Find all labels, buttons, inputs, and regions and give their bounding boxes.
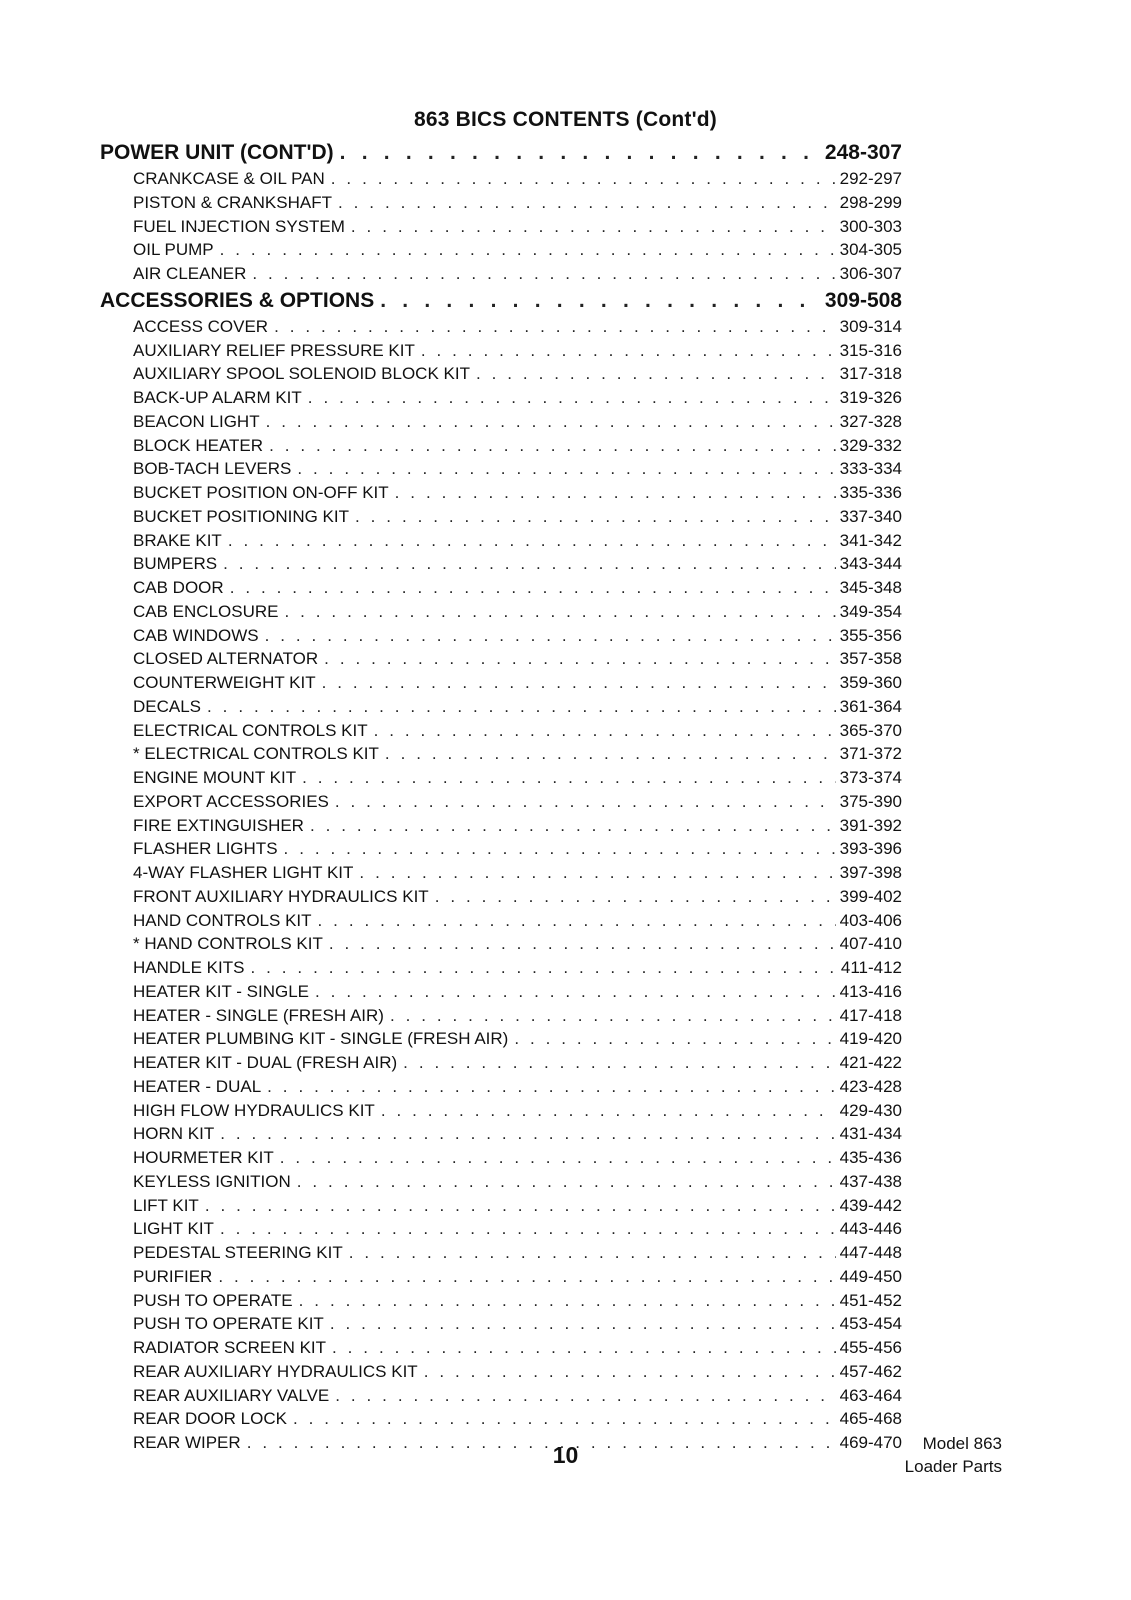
toc-entry xyxy=(100,169,902,193)
toc-entry-label: REAR AUXILIARY HYDRAULICS KIT xyxy=(133,1361,418,1381)
toc-entry xyxy=(100,217,902,241)
footer xyxy=(905,1432,1002,1478)
dot-leader xyxy=(205,1196,836,1216)
dot-leader xyxy=(335,1386,835,1406)
toc-entry xyxy=(100,697,902,721)
toc-entry-pages: 453-454 xyxy=(839,1314,902,1334)
toc-entry-label: AIR CLEANER xyxy=(133,264,247,283)
dot-leader xyxy=(297,1172,836,1192)
toc-entry-pages: 457-462 xyxy=(839,1361,902,1381)
toc-entry-pages: 423-428 xyxy=(839,1076,902,1096)
toc-entry xyxy=(100,1053,902,1077)
toc-entry-pages: 371-372 xyxy=(839,744,902,764)
dot-leader xyxy=(267,1077,835,1097)
toc-entry-label: BUCKET POSITIONING KIT xyxy=(133,506,349,526)
dot-leader xyxy=(329,934,836,954)
toc-entry-label: FRONT AUXILIARY HYDRAULICS KIT xyxy=(133,886,429,906)
dot-leader xyxy=(374,721,836,741)
dot-leader xyxy=(435,887,836,907)
dot-leader xyxy=(310,816,836,836)
toc-entry xyxy=(100,554,902,578)
section-heading-label: ACCESSORIES & OPTIONS xyxy=(100,288,375,312)
toc-entry xyxy=(100,193,902,217)
dot-leader xyxy=(403,1053,835,1073)
toc-entry-label: ENGINE MOUNT KIT xyxy=(133,768,297,787)
toc-entry-pages: 365-370 xyxy=(839,720,902,740)
toc-entry-pages: 361-364 xyxy=(839,696,902,716)
toc-entry xyxy=(100,364,902,388)
toc-entry-label: BACK-UP ALARM KIT xyxy=(133,388,302,407)
toc-entry-label: FLASHER LIGHTS xyxy=(133,839,278,859)
toc-entry-label: CAB ENCLOSURE xyxy=(133,601,279,621)
toc-entry-pages: 335-336 xyxy=(839,483,902,502)
toc-entry-pages: 465-468 xyxy=(839,1409,902,1429)
toc-entry xyxy=(100,958,902,982)
toc-entry-pages: 421-422 xyxy=(839,1053,902,1072)
toc-entry-pages: 399-402 xyxy=(839,886,902,906)
toc-entry xyxy=(100,531,902,555)
toc-entry-label: HAND CONTROLS KIT xyxy=(133,910,312,930)
toc-entry xyxy=(100,1006,902,1030)
toc-entry-pages: 417-418 xyxy=(839,1005,902,1025)
toc-entry-label: 4-WAY FLASHER LIGHT KIT xyxy=(133,863,354,882)
toc-entry xyxy=(100,436,902,460)
toc-entry-label: EXPORT ACCESSORIES xyxy=(133,791,329,811)
section-heading-pages: 309-508 xyxy=(824,288,902,312)
toc-entry-label: BEACON LIGHT xyxy=(133,411,260,431)
toc-entry-label: HEATER - DUAL xyxy=(133,1076,262,1096)
footer-model: Model 863 xyxy=(922,1434,1002,1453)
section-heading-pages: 248-307 xyxy=(824,141,902,164)
dot-leader xyxy=(380,289,821,313)
dot-leader xyxy=(284,839,836,859)
toc-entry-label: AUXILIARY RELIEF PRESSURE KIT xyxy=(133,340,415,360)
toc-entry-label: HANDLE KITS xyxy=(133,958,245,977)
toc-entry-pages: 329-332 xyxy=(839,435,902,455)
toc-entry xyxy=(100,1409,902,1433)
dot-leader xyxy=(297,459,835,479)
toc-entry-pages: 429-430 xyxy=(839,1100,902,1120)
toc-entry-label: PEDESTAL STEERING KIT xyxy=(133,1243,343,1262)
toc-entry-pages: 375-390 xyxy=(839,791,902,811)
toc-entry-label: PUSH TO OPERATE KIT xyxy=(133,1314,324,1334)
page-title: 863 BICS CONTENTS (Cont'd) xyxy=(413,108,718,131)
dot-leader xyxy=(359,863,835,883)
toc-entry-label: HIGH FLOW HYDRAULICS KIT xyxy=(133,1100,375,1120)
toc-entry-label: ACCESS COVER xyxy=(133,316,269,336)
toc-entry-pages: 327-328 xyxy=(839,411,902,431)
dot-leader xyxy=(330,1314,836,1334)
toc-entry xyxy=(100,839,902,863)
toc-entry xyxy=(100,626,902,650)
toc-entry-label: CAB WINDOWS xyxy=(133,625,259,645)
toc-entry-label: BUMPERS xyxy=(133,554,218,574)
toc-entry-pages: 451-452 xyxy=(839,1290,902,1310)
dot-leader xyxy=(230,578,836,598)
toc-entry-label: CLOSED ALTERNATOR xyxy=(133,649,319,669)
toc-entry-pages: 413-416 xyxy=(839,981,902,1001)
toc-entry xyxy=(100,887,902,911)
toc-entry-label: HORN KIT xyxy=(133,1124,215,1144)
toc-entry xyxy=(100,1172,902,1196)
dot-leader xyxy=(332,1338,836,1358)
toc-entry-pages: 337-340 xyxy=(839,506,902,526)
dot-leader xyxy=(252,264,835,284)
toc-entry xyxy=(100,1196,902,1220)
toc-entry xyxy=(100,1291,902,1315)
toc-entry xyxy=(100,602,902,626)
toc-entry xyxy=(100,507,902,531)
toc-entry-label: ELECTRICAL CONTROLS KIT xyxy=(133,720,368,740)
toc-entry-pages: 449-450 xyxy=(839,1266,902,1286)
toc-entry xyxy=(100,412,902,436)
toc-entry-pages: 463-464 xyxy=(839,1385,902,1405)
dot-leader xyxy=(421,341,836,361)
dot-leader xyxy=(266,412,836,432)
toc-entry-pages: 469-470 xyxy=(839,1433,902,1452)
dot-leader xyxy=(220,240,836,260)
dot-leader xyxy=(514,1029,835,1049)
dot-leader xyxy=(315,982,836,1002)
toc-entry xyxy=(100,768,902,792)
toc-entry xyxy=(100,744,902,768)
toc-entry-pages: 397-398 xyxy=(839,863,902,882)
section-heading xyxy=(100,289,902,317)
toc-entry xyxy=(100,982,902,1006)
toc-entry-label: REAR DOOR LOCK xyxy=(133,1409,287,1429)
toc-entry xyxy=(100,673,902,697)
toc-entry xyxy=(100,341,902,365)
toc-entry xyxy=(100,1148,902,1172)
toc-entry-label: BUCKET POSITION ON-OFF KIT xyxy=(133,483,389,502)
toc-entry-label: OIL PUMP xyxy=(133,240,214,260)
dot-leader xyxy=(424,1362,836,1382)
toc-entry-pages: 443-446 xyxy=(839,1219,902,1239)
dot-leader xyxy=(293,1409,836,1429)
toc-entry-pages: 292-297 xyxy=(839,169,902,188)
toc-entry-label: FUEL INJECTION SYSTEM xyxy=(133,216,345,236)
page-number: 10 xyxy=(552,1442,579,1468)
toc-entry-pages: 447-448 xyxy=(839,1243,902,1262)
toc-entry-label: BOB-TACH LEVERS xyxy=(133,459,292,479)
dot-leader xyxy=(349,1243,836,1263)
dot-leader xyxy=(385,744,836,764)
toc-entry-label: FIRE EXTINGUISHER xyxy=(133,815,304,835)
toc-entry-pages: 304-305 xyxy=(839,240,902,260)
dot-leader xyxy=(308,388,836,408)
dot-leader xyxy=(269,436,836,456)
dot-leader xyxy=(218,1267,835,1287)
toc-entry-pages: 359-360 xyxy=(839,673,902,692)
toc-entry-pages: 315-316 xyxy=(839,340,902,360)
dot-leader xyxy=(338,193,836,213)
toc-entry-label: LIGHT KIT xyxy=(133,1219,214,1239)
toc-entry xyxy=(100,483,902,507)
toc-entry xyxy=(100,1077,902,1101)
toc-entry-pages: 357-358 xyxy=(839,649,902,669)
toc-entry-pages: 439-442 xyxy=(839,1195,902,1215)
toc-entry-label: * ELECTRICAL CONTROLS KIT xyxy=(133,744,379,764)
toc-entry-pages: 300-303 xyxy=(839,216,902,236)
dot-leader xyxy=(220,1124,835,1144)
toc-entry-label: PURIFIER xyxy=(133,1266,213,1286)
toc-entry-pages: 317-318 xyxy=(839,364,902,384)
dot-leader xyxy=(322,673,836,693)
toc-entry xyxy=(100,1386,902,1410)
dot-leader xyxy=(250,958,836,978)
dot-leader xyxy=(220,1219,836,1239)
dot-leader xyxy=(223,554,836,574)
toc-entry-label: HOURMETER KIT xyxy=(133,1148,274,1167)
toc-entry xyxy=(100,721,902,745)
toc-entry xyxy=(100,911,902,935)
toc-entry-label: * HAND CONTROLS KIT xyxy=(133,934,323,954)
toc-entry-pages: 391-392 xyxy=(839,815,902,835)
toc-entry-pages: 355-356 xyxy=(839,625,902,645)
dot-leader xyxy=(302,768,836,788)
toc-entry xyxy=(100,1338,902,1362)
toc-entry xyxy=(100,1029,902,1053)
dot-leader xyxy=(265,626,836,646)
toc-entry-pages: 319-326 xyxy=(839,388,902,407)
toc-entry-pages: 393-396 xyxy=(839,839,902,859)
toc-entry xyxy=(100,1267,902,1291)
toc-entry-pages: 349-354 xyxy=(839,601,902,621)
toc-entry-label: PISTON & CRANKSHAFT xyxy=(133,192,332,212)
dot-leader xyxy=(280,1148,836,1168)
dot-leader xyxy=(381,1101,836,1121)
toc-entry-pages: 333-334 xyxy=(839,459,902,479)
toc-entry-label: HEATER KIT - SINGLE xyxy=(133,981,310,1001)
dot-leader xyxy=(335,792,836,812)
dot-leader xyxy=(274,317,836,337)
toc-entry-pages: 403-406 xyxy=(839,910,902,930)
toc-entry xyxy=(100,1124,902,1148)
toc-entry-label: DECALS xyxy=(133,696,202,716)
toc-entry-pages: 345-348 xyxy=(839,578,902,597)
dot-leader xyxy=(331,169,836,189)
toc-entry-label: HEATER - SINGLE (FRESH AIR) xyxy=(133,1005,384,1025)
dot-leader xyxy=(351,217,836,237)
toc-entry-pages: 431-434 xyxy=(839,1124,902,1144)
dot-leader xyxy=(390,1006,836,1026)
dot-leader xyxy=(476,364,836,384)
toc-entry-label: KEYLESS IGNITION xyxy=(133,1171,291,1191)
toc-entry xyxy=(100,792,902,816)
toc-entry-pages: 373-374 xyxy=(839,768,902,787)
toc-entry-pages: 309-314 xyxy=(839,316,902,336)
toc-entry-pages: 411-412 xyxy=(840,958,902,977)
toc-entry xyxy=(100,1314,902,1338)
toc-entry-label: HEATER KIT - DUAL (FRESH AIR) xyxy=(133,1053,398,1072)
toc-entry-label: BLOCK HEATER xyxy=(133,435,264,455)
section-heading xyxy=(100,141,902,169)
dot-leader xyxy=(228,531,836,551)
toc-entry xyxy=(100,578,902,602)
dot-leader xyxy=(318,911,836,931)
toc-entry-pages: 343-344 xyxy=(839,554,902,574)
toc-entry xyxy=(100,816,902,840)
toc-entry-label: CAB DOOR xyxy=(133,578,224,597)
dot-leader xyxy=(395,483,836,503)
section-heading-label: POWER UNIT (CONT'D) xyxy=(100,141,334,164)
dot-leader xyxy=(324,649,835,669)
toc-entry-label: REAR AUXILIARY VALVE xyxy=(133,1385,330,1405)
toc-entry xyxy=(100,1362,902,1386)
footer-subtitle: Loader Parts xyxy=(904,1457,1002,1476)
toc-entry-pages: 341-342 xyxy=(839,530,902,550)
toc-entry-label: COUNTERWEIGHT KIT xyxy=(133,673,316,692)
toc-entry xyxy=(100,459,902,483)
toc-entry-label: RADIATOR SCREEN KIT xyxy=(133,1338,327,1357)
toc-entry-label: HEATER PLUMBING KIT - SINGLE (FRESH AIR) xyxy=(133,1029,509,1049)
toc-entry-label: AUXILIARY SPOOL SOLENOID BLOCK KIT xyxy=(133,364,470,384)
toc-entry xyxy=(100,934,902,958)
toc-entry-label: PUSH TO OPERATE xyxy=(133,1290,293,1310)
dot-leader xyxy=(207,697,836,717)
toc-entry-pages: 407-410 xyxy=(839,934,902,954)
toc-entry-label: BRAKE KIT xyxy=(133,530,222,550)
toc-entry xyxy=(100,240,902,264)
toc-entry-label: CRANKCASE & OIL PAN xyxy=(133,169,325,188)
toc-entry xyxy=(100,1219,902,1243)
dot-leader xyxy=(355,507,836,527)
toc-entry xyxy=(100,317,902,341)
toc-entry-pages: 435-436 xyxy=(839,1148,902,1167)
table-of-contents xyxy=(100,140,902,1457)
toc-entry xyxy=(100,388,902,412)
toc-entry-label: LIFT KIT xyxy=(133,1195,199,1215)
toc-entry-pages: 419-420 xyxy=(839,1029,902,1049)
toc-entry xyxy=(100,1243,902,1267)
toc-entry-label: REAR WIPER xyxy=(133,1433,241,1452)
dot-leader xyxy=(299,1291,836,1311)
toc-entry xyxy=(100,1101,902,1125)
toc-entry-pages: 306-307 xyxy=(839,264,902,283)
toc-entry xyxy=(100,649,902,673)
toc-entry-pages: 437-438 xyxy=(839,1171,902,1191)
toc-entry xyxy=(100,264,902,288)
toc-entry-pages: 298-299 xyxy=(839,192,902,212)
toc-entry xyxy=(100,863,902,887)
dot-leader xyxy=(340,141,821,165)
toc-entry-pages: 455-456 xyxy=(839,1338,902,1357)
dot-leader xyxy=(284,602,835,622)
